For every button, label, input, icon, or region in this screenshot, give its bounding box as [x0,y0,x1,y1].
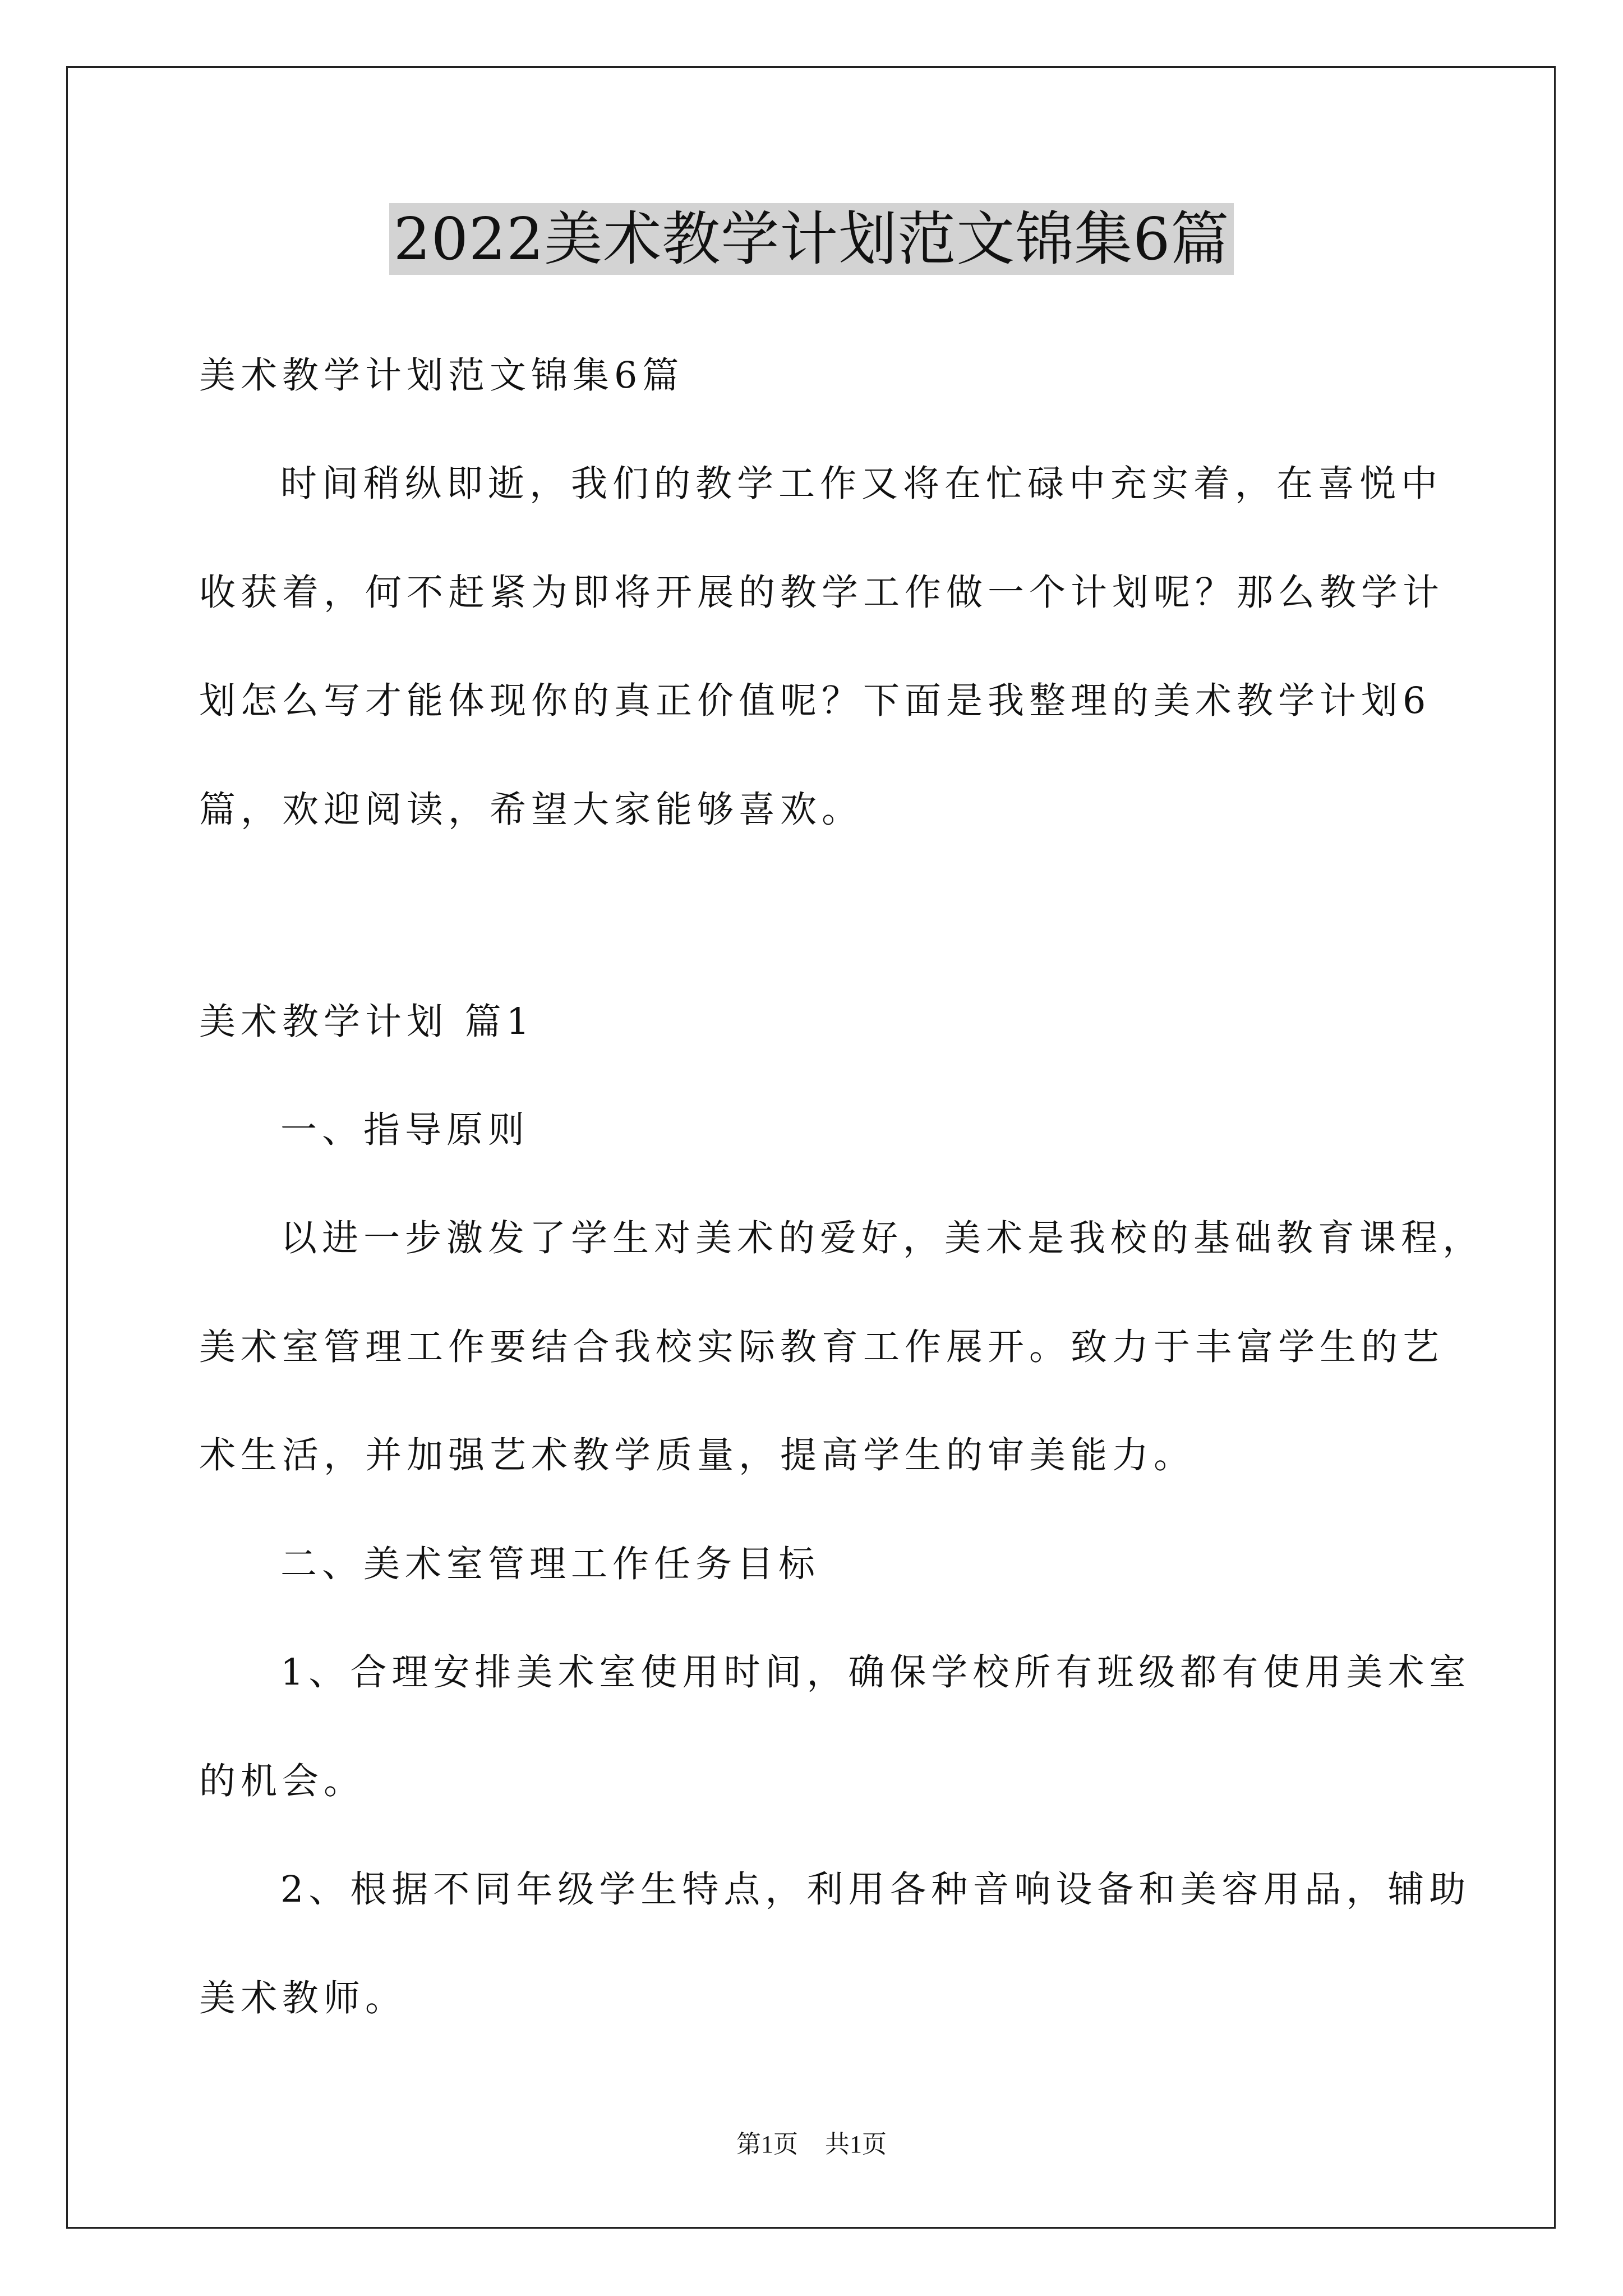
paragraph-line: 篇，欢迎阅读，希望大家能够喜欢。 [199,789,864,831]
document-title: 2022美术教学计划范文锦集6篇 [389,203,1234,275]
paragraph-line: 2、根据不同年级学生特点，利用各种音响设备和美容用品，辅助 [280,1869,1471,1911]
paragraph-line: 划怎么写才能体现你的真正价值呢？下面是我整理的美术教学计划6 [199,680,1431,722]
paragraph-line: 以进一步激发了学生对美术的爱好，美术是我校的基础教育课程， [280,1217,1484,1259]
paragraph-line: 美术室管理工作要结合我校实际教育工作展开。致力于丰富学生的艺 [199,1326,1445,1368]
page-footer [0,2129,1623,2160]
subsection-heading: 一、指导原则 [280,1109,530,1151]
document-subtitle: 美术教学计划范文锦集6篇 [199,355,684,397]
section-heading: 美术教学计划 篇1 [199,1001,535,1043]
paragraph-line: 时间稍纵即逝，我们的教学工作又将在忙碌中充实着，在喜悦中 [280,463,1443,505]
paragraph-line: 美术教师。 [199,1977,407,2019]
page-number-total: 共1页 [825,2131,887,2158]
subsection-heading: 二、美术室管理工作任务目标 [280,1543,820,1585]
page-number-current: 第1页 [736,2131,798,2158]
paragraph-line: 术生活，并加强艺术教学质量，提高学生的审美能力。 [199,1434,1196,1476]
paragraph-line: 的机会。 [199,1760,366,1802]
paragraph-line: 1、合理安排美术室使用时间，确保学校所有班级都有使用美术室 [280,1651,1471,1694]
title-container [0,203,1623,275]
paragraph-line: 收获着，何不赶紧为即将开展的教学工作做一个计划呢？那么教学计 [199,572,1445,614]
